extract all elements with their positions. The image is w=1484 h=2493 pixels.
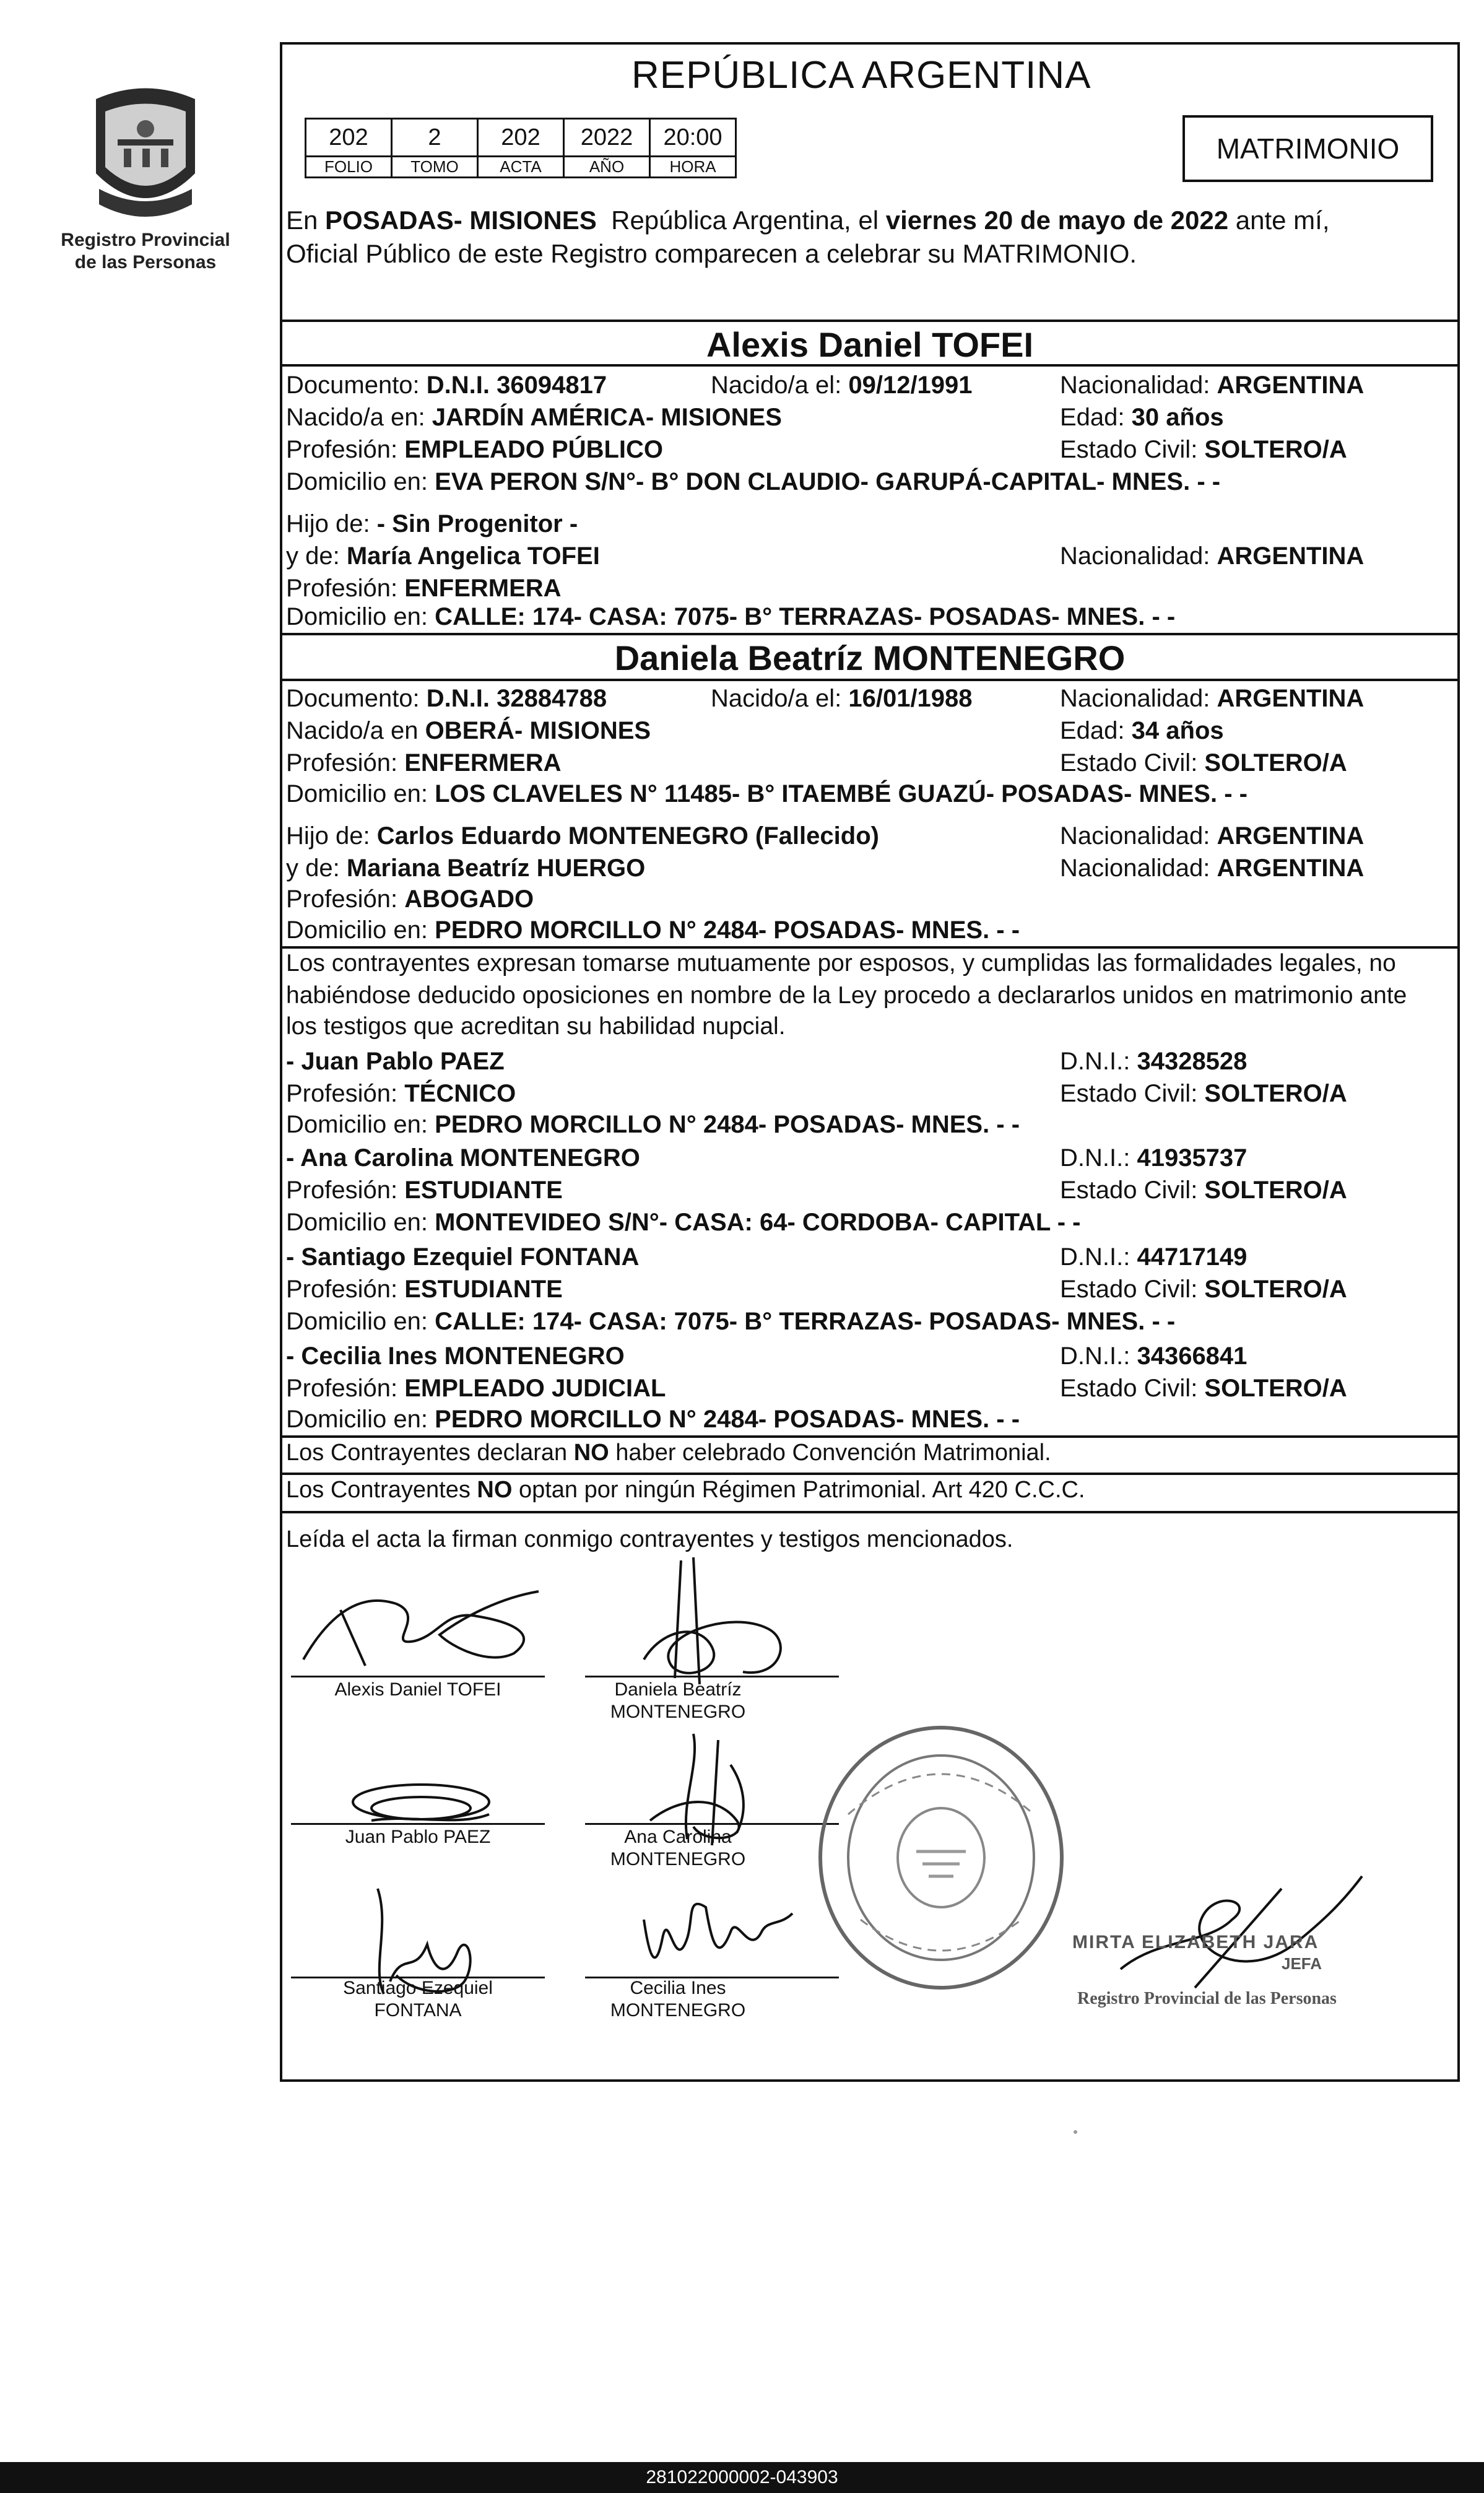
spouse-2-profession: Profesión: ENFERMERA (286, 749, 562, 777)
registry-logo (56, 80, 235, 285)
spouse-2-address: Domicilio en: LOS CLAVELES N° 11485- B° ITAEMBÉ GUAZÚ- POSADAS- MNES. - - (286, 780, 1248, 807)
spouse-2-parent-2: y de: Mariana Beatríz HUERGO (286, 855, 646, 882)
signature-line (585, 1676, 839, 1677)
intro-line-1: En POSADAS- MISIONES República Argentina, el viernes 20 de mayo de 2022 ante mí, (286, 206, 1330, 235)
witness-1-dni: D.N.I.: 34328528 (1060, 1048, 1248, 1075)
spouse-2-document: Documento: D.N.I. 32884788 (286, 685, 607, 712)
witness-3-profession: Profesión: ESTUDIANTE (286, 1276, 563, 1303)
signature-label-4b: MONTENEGRO (610, 1849, 746, 1869)
officer-office: Registro Provincial de las Personas (1077, 1989, 1337, 2008)
signature-label-2a: Daniela Beatríz (614, 1679, 742, 1700)
hora-label: HORA (650, 157, 736, 178)
hora-value: 20:00 (650, 119, 736, 157)
spouse-1-parent-2-profession: Profesión: ENFERMERA (286, 575, 562, 602)
spouse-1-nationality: Nacionalidad: ARGENTINA (1060, 372, 1365, 399)
witness-3-civil-status: Estado Civil: SOLTERO/A (1060, 1276, 1347, 1303)
signature-label-4a: Ana Carolina (624, 1827, 732, 1847)
witness-2-civil-status: Estado Civil: SOLTERO/A (1060, 1177, 1347, 1204)
regime-statement: Los Contrayentes NO optan por ningún Régimen Patrimonial. Art 420 C.C.C. (286, 1477, 1085, 1503)
spouse-2-parent-1-nationality: Nacionalidad: ARGENTINA (1060, 822, 1365, 850)
witness-4-name: - Cecilia Ines MONTENEGRO (286, 1342, 625, 1370)
tomo-label: TOMO (392, 157, 478, 178)
spouse-1-parent-2: y de: María Angelica TOFEI (286, 542, 600, 570)
witness-4-dni: D.N.I.: 34366841 (1060, 1342, 1248, 1370)
spouse-1-parent-2-nationality: Nacionalidad: ARGENTINA (1060, 542, 1365, 570)
divider (280, 633, 1460, 635)
signature-line (585, 1823, 839, 1825)
folio-label: FOLIO (306, 157, 392, 178)
signature-label-2b: MONTENEGRO (610, 1702, 746, 1722)
witness-2-address: Domicilio en: MONTEVIDEO S/N°- CASA: 64- CORDOBA- CAPITAL - - (286, 1209, 1081, 1236)
signature-label-3: Juan Pablo PAEZ (345, 1827, 491, 1847)
signature-label-6a: Cecilia Ines (630, 1978, 726, 1998)
witness-4-civil-status: Estado Civil: SOLTERO/A (1060, 1375, 1347, 1402)
divider (280, 1511, 1460, 1513)
signature-line (291, 1676, 545, 1677)
witness-4-address: Domicilio en: PEDRO MORCILLO N° 2484- POSADAS- MNES. - - (286, 1406, 1020, 1433)
divider (280, 679, 1460, 681)
anio-label: AÑO (564, 157, 650, 178)
witness-3-dni: D.N.I.: 44717149 (1060, 1243, 1248, 1271)
signature-line (291, 1823, 545, 1825)
spouse-2-parent-2-nationality: Nacionalidad: ARGENTINA (1060, 855, 1365, 882)
declaration-line-3: los testigos que acreditan su habilidad nupcial. (286, 1013, 786, 1040)
declaration-line-1: Los contrayentes expresan tomarse mutuamente por esposos, y cumplidas las formalidades legales, no (286, 950, 1396, 977)
folio-value: 202 (306, 119, 392, 157)
spouse-1-name: Alexis Daniel TOFEI (706, 325, 1034, 364)
signature-label-5a: Santiago Ezequiel (343, 1978, 493, 1998)
spouse-2-civil-status: Estado Civil: SOLTERO/A (1060, 749, 1347, 777)
officer-role: JEFA (1282, 1954, 1322, 1973)
witness-2-name: - Ana Carolina MONTENEGRO (286, 1144, 640, 1172)
witness-2-dni: D.N.I.: 41935737 (1060, 1144, 1248, 1172)
spouse-1-parent-1: Hijo de: - Sin Progenitor - (286, 510, 578, 537)
page-title: REPÚBLICA ARGENTINA (631, 54, 1091, 97)
acta-label: ACTA (478, 157, 564, 178)
divider (280, 364, 1460, 367)
spouse-2-parent-1: Hijo de: Carlos Eduardo MONTENEGRO (Fallecido) (286, 822, 879, 850)
witness-2-profession: Profesión: ESTUDIANTE (286, 1177, 563, 1204)
witness-1-address: Domicilio en: PEDRO MORCILLO N° 2484- POSADAS- MNES. - - (286, 1111, 1020, 1138)
signature-label-6b: MONTENEGRO (610, 2000, 746, 2021)
spouse-1-civil-status: Estado Civil: SOLTERO/A (1060, 436, 1347, 463)
record-table (305, 118, 737, 178)
spouse-1-document: Documento: D.N.I. 36094817 (286, 372, 607, 399)
officer-name: MIRTA ELIZABETH JARA (1072, 1932, 1319, 1952)
signature-label-1: Alexis Daniel TOFEI (334, 1679, 501, 1700)
signature-alexis (291, 1573, 551, 1678)
spouse-1-birthplace: Nacido/a en: JARDÍN AMÉRICA- MISIONES (286, 404, 782, 431)
spouse-2-birthplace: Nacido/a en OBERÁ- MISIONES (286, 717, 651, 744)
document-code-bar: 281022000002-043903 (0, 2462, 1484, 2493)
official-seal-stamp (811, 1721, 1071, 1994)
spouse-2-parent-2-profession: Profesión: ABOGADO (286, 885, 534, 913)
spouse-1-age: Edad: 30 años (1060, 404, 1224, 431)
tomo-value: 2 (392, 119, 478, 157)
convention-statement: Los Contrayentes declaran NO haber celebrado Convención Matrimonial. (286, 1440, 1051, 1466)
witness-4-profession: Profesión: EMPLEADO JUDICIAL (286, 1375, 666, 1402)
spouse-2-nationality: Nacionalidad: ARGENTINA (1060, 685, 1365, 712)
divider (280, 320, 1460, 322)
witness-1-name: - Juan Pablo PAEZ (286, 1048, 505, 1075)
intro-line-2: Oficial Público de este Registro comparecen a celebrar su MATRIMONIO. (286, 239, 1137, 268)
spouse-2-name: Daniela Beatríz MONTENEGRO (614, 638, 1126, 677)
witness-1-profession: Profesión: TÉCNICO (286, 1080, 516, 1107)
spouse-2-birthdate: Nacido/a el: 16/01/1988 (711, 685, 973, 712)
signature-label-5b: FONTANA (374, 2000, 462, 2021)
anio-value: 2022 (564, 119, 650, 157)
closing-statement: Leída el acta la firman conmigo contrayentes y testigos mencionados. (286, 1526, 1013, 1552)
registry-label-1: Registro Provincial (61, 230, 230, 250)
witness-3-name: - Santiago Ezequiel FONTANA (286, 1243, 640, 1271)
acta-value: 202 (478, 119, 564, 157)
witness-3-address: Domicilio en: CALLE: 174- CASA: 7075- B° TERRAZAS- POSADAS- MNES. - - (286, 1308, 1176, 1335)
document-type-box: MATRIMONIO (1182, 115, 1433, 182)
registry-label-2: de las Personas (74, 252, 217, 272)
spouse-1-address: Domicilio en: EVA PERON S/N°- B° DON CLAUDIO- GARUPÁ-CAPITAL- MNES. - - (286, 468, 1221, 495)
spouse-2-age: Edad: 34 años (1060, 717, 1224, 744)
signature-daniela (607, 1554, 817, 1690)
witness-1-civil-status: Estado Civil: SOLTERO/A (1060, 1080, 1347, 1107)
scan-speck (1074, 2130, 1077, 2134)
spouse-2-parent-2-address: Domicilio en: PEDRO MORCILLO N° 2484- POSADAS- MNES. - - (286, 916, 1020, 944)
declaration-line-2: habiéndose deducido oposiciones en nombre de la Ley procedo a declararlos unidos en matrimonio ante (286, 982, 1407, 1009)
spouse-1-profession: Profesión: EMPLEADO PÚBLICO (286, 436, 664, 463)
province-seal-icon (84, 80, 207, 229)
spouse-1-parent-2-address: Domicilio en: CALLE: 174- CASA: 7075- B° TERRAZAS- POSADAS- MNES. - - (286, 603, 1176, 630)
spouse-1-birthdate: Nacido/a el: 09/12/1991 (711, 372, 973, 399)
signature-cecilia (631, 1882, 805, 1982)
